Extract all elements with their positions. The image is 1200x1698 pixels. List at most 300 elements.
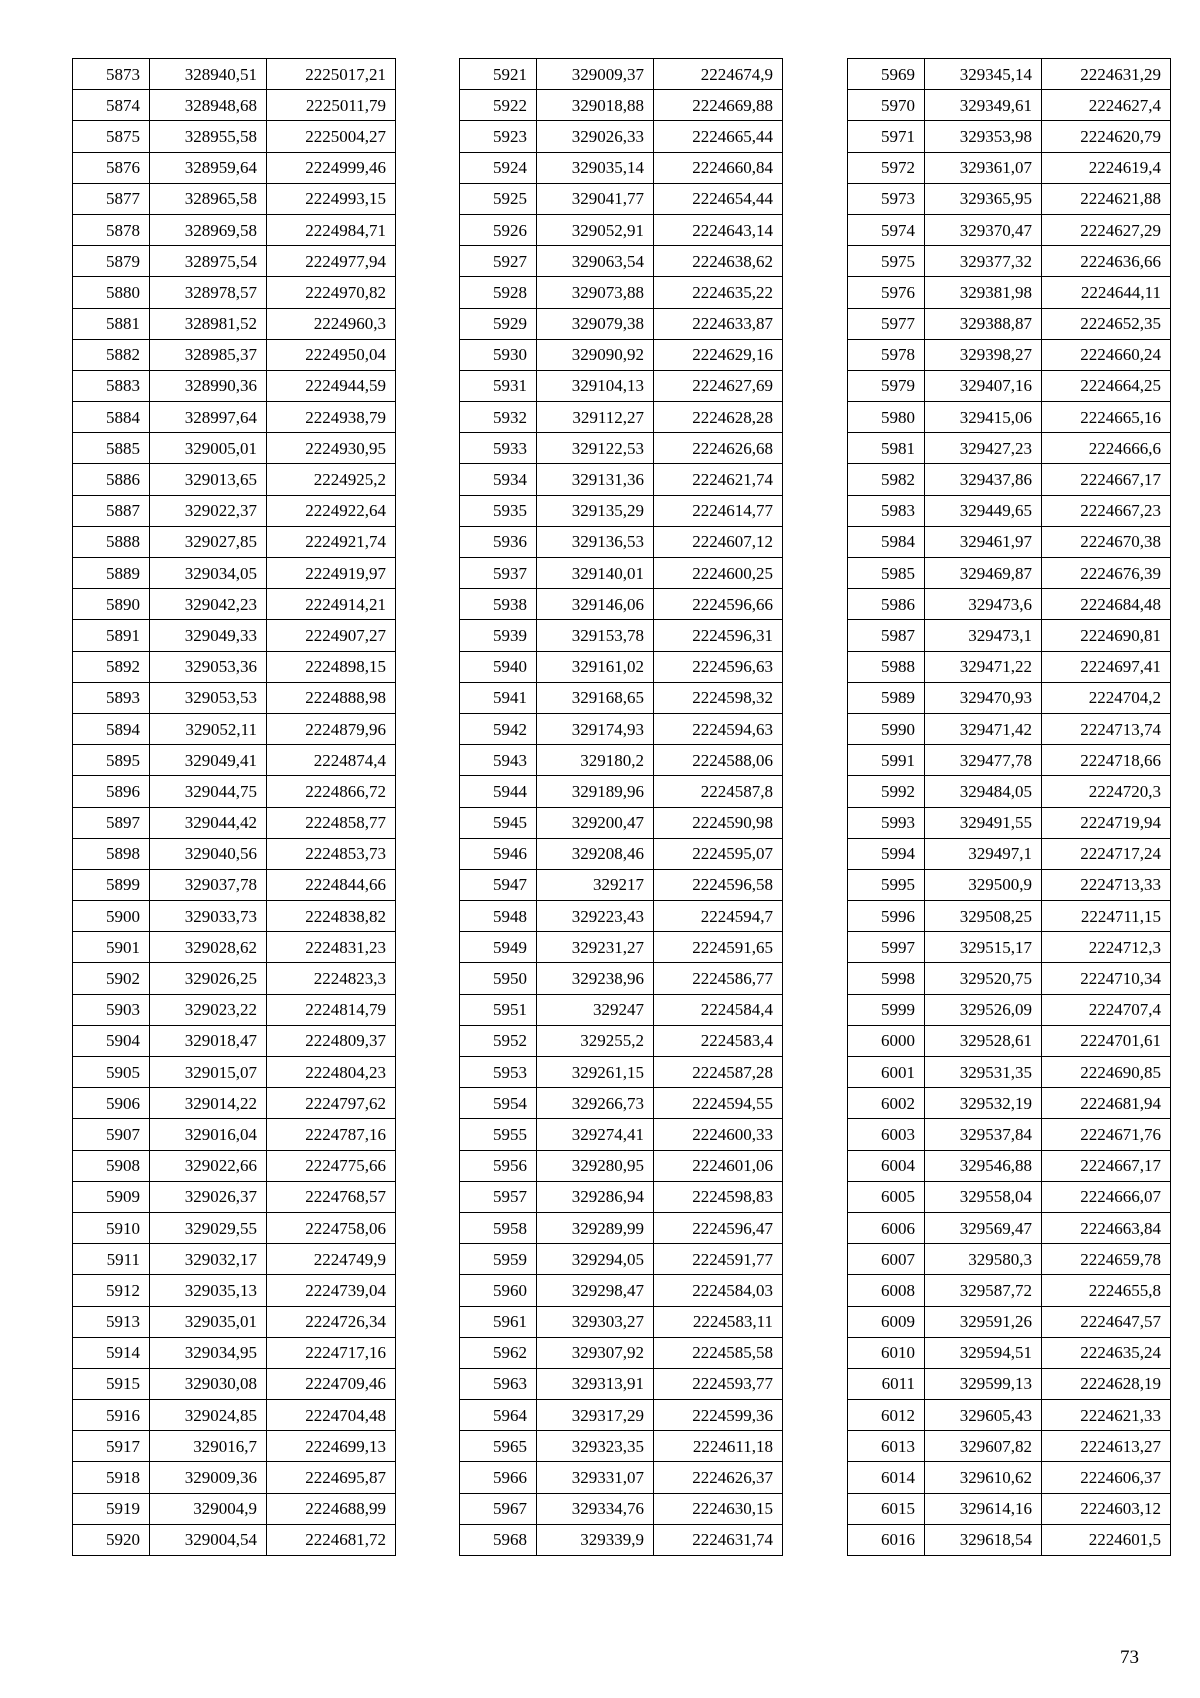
table-row [848, 526, 1171, 557]
coordinate-table-1 [72, 58, 396, 1556]
point-number-cell: 5906 [73, 1088, 150, 1119]
y-coordinate-cell: 2224603,12 [1042, 1493, 1171, 1524]
y-coordinate-cell: 2224667,17 [1042, 1150, 1171, 1181]
x-coordinate-cell: 328997,64 [150, 402, 267, 433]
x-coordinate-cell: 329037,78 [150, 869, 267, 900]
table-row [73, 651, 396, 682]
y-coordinate-cell: 2224669,88 [654, 90, 783, 121]
point-number-cell: 5920 [73, 1524, 150, 1555]
x-coordinate-cell: 329013,65 [150, 464, 267, 495]
table-row [460, 745, 783, 776]
x-coordinate-cell: 329104,13 [537, 370, 654, 401]
point-number-cell: 5922 [460, 90, 537, 121]
x-coordinate-cell: 329063,54 [537, 246, 654, 277]
y-coordinate-cell: 2224599,36 [654, 1400, 783, 1431]
y-coordinate-cell: 2224831,23 [267, 932, 396, 963]
point-number-cell: 5895 [73, 745, 150, 776]
coordinate-table-3 [847, 58, 1171, 1556]
x-coordinate-cell: 329168,65 [537, 682, 654, 713]
x-coordinate-cell: 329035,14 [537, 152, 654, 183]
point-number-cell: 5977 [848, 308, 925, 339]
table-row [73, 1025, 396, 1056]
table-row [848, 963, 1171, 994]
point-number-cell: 5951 [460, 994, 537, 1025]
x-coordinate-cell: 329298,47 [537, 1275, 654, 1306]
point-number-cell: 5955 [460, 1119, 537, 1150]
y-coordinate-cell: 2224797,62 [267, 1088, 396, 1119]
x-coordinate-cell: 328969,58 [150, 214, 267, 245]
point-number-cell: 5994 [848, 838, 925, 869]
point-number-cell: 5946 [460, 838, 537, 869]
y-coordinate-cell: 2224907,27 [267, 620, 396, 651]
table-row [73, 1400, 396, 1431]
y-coordinate-cell: 2224676,39 [1042, 558, 1171, 589]
point-number-cell: 5887 [73, 495, 150, 526]
y-coordinate-cell: 2224620,79 [1042, 121, 1171, 152]
point-number-cell: 5944 [460, 776, 537, 807]
table-row [460, 1057, 783, 1088]
table-row [460, 838, 783, 869]
y-coordinate-cell: 2224614,77 [654, 495, 783, 526]
y-coordinate-cell: 2224633,87 [654, 308, 783, 339]
table-row [460, 402, 783, 433]
table-row [460, 713, 783, 744]
x-coordinate-cell: 329294,05 [537, 1244, 654, 1275]
y-coordinate-cell: 2224598,83 [654, 1181, 783, 1212]
x-coordinate-cell: 329026,33 [537, 121, 654, 152]
table-row [848, 464, 1171, 495]
y-coordinate-cell: 2224838,82 [267, 901, 396, 932]
table-row [848, 370, 1171, 401]
table-row [460, 1181, 783, 1212]
x-coordinate-cell: 329289,99 [537, 1212, 654, 1243]
point-number-cell: 5993 [848, 807, 925, 838]
table-row [848, 1524, 1171, 1555]
table-row [73, 682, 396, 713]
x-coordinate-cell: 328948,68 [150, 90, 267, 121]
table-row [848, 838, 1171, 869]
table-row [73, 994, 396, 1025]
table-row [848, 1150, 1171, 1181]
x-coordinate-cell: 328975,54 [150, 246, 267, 277]
table-row [460, 1368, 783, 1399]
x-coordinate-cell: 329515,17 [925, 932, 1042, 963]
point-number-cell: 5964 [460, 1400, 537, 1431]
x-coordinate-cell: 329174,93 [537, 713, 654, 744]
y-coordinate-cell: 2224630,15 [654, 1493, 783, 1524]
table-row [848, 869, 1171, 900]
y-coordinate-cell: 2224719,94 [1042, 807, 1171, 838]
table-row [848, 1306, 1171, 1337]
point-number-cell: 5984 [848, 526, 925, 557]
y-coordinate-cell: 2224601,5 [1042, 1524, 1171, 1555]
y-coordinate-cell: 2224652,35 [1042, 308, 1171, 339]
point-number-cell: 5965 [460, 1431, 537, 1462]
point-number-cell: 5923 [460, 121, 537, 152]
x-coordinate-cell: 329052,91 [537, 214, 654, 245]
y-coordinate-cell: 2224993,15 [267, 183, 396, 214]
table-row [73, 121, 396, 152]
y-coordinate-cell: 2224659,78 [1042, 1244, 1171, 1275]
point-number-cell: 5904 [73, 1025, 150, 1056]
point-number-cell: 5957 [460, 1181, 537, 1212]
point-number-cell: 5988 [848, 651, 925, 682]
point-number-cell: 6008 [848, 1275, 925, 1306]
point-number-cell: 5878 [73, 214, 150, 245]
point-number-cell: 5910 [73, 1212, 150, 1243]
point-number-cell: 5976 [848, 277, 925, 308]
y-coordinate-cell: 2224600,25 [654, 558, 783, 589]
x-coordinate-cell: 329146,06 [537, 589, 654, 620]
table-row [848, 433, 1171, 464]
x-coordinate-cell: 329471,22 [925, 651, 1042, 682]
x-coordinate-cell: 329053,36 [150, 651, 267, 682]
y-coordinate-cell: 2224593,77 [654, 1368, 783, 1399]
table-row [848, 682, 1171, 713]
point-number-cell: 5884 [73, 402, 150, 433]
x-coordinate-cell: 329437,86 [925, 464, 1042, 495]
point-number-cell: 5924 [460, 152, 537, 183]
table-row [848, 558, 1171, 589]
point-number-cell: 6014 [848, 1462, 925, 1493]
y-coordinate-cell: 2224674,9 [654, 59, 783, 90]
point-number-cell: 5963 [460, 1368, 537, 1399]
x-coordinate-cell: 329303,27 [537, 1306, 654, 1337]
x-coordinate-cell: 329112,27 [537, 402, 654, 433]
table-row [73, 152, 396, 183]
y-coordinate-cell: 2224628,28 [654, 402, 783, 433]
table-row [460, 495, 783, 526]
y-coordinate-cell: 2224613,27 [1042, 1431, 1171, 1462]
point-number-cell: 5978 [848, 339, 925, 370]
x-coordinate-cell: 329223,43 [537, 901, 654, 932]
x-coordinate-cell: 329009,37 [537, 59, 654, 90]
table-row [848, 745, 1171, 776]
point-number-cell: 5933 [460, 433, 537, 464]
y-coordinate-cell: 2224970,82 [267, 277, 396, 308]
y-coordinate-cell: 2224644,11 [1042, 277, 1171, 308]
y-coordinate-cell: 2224643,14 [654, 214, 783, 245]
x-coordinate-cell: 329022,37 [150, 495, 267, 526]
y-coordinate-cell: 2224601,06 [654, 1150, 783, 1181]
table-row [848, 1212, 1171, 1243]
table-row [460, 339, 783, 370]
table-row [73, 1057, 396, 1088]
y-coordinate-cell: 2224930,95 [267, 433, 396, 464]
y-coordinate-cell: 2224621,88 [1042, 183, 1171, 214]
y-coordinate-cell: 2224635,24 [1042, 1337, 1171, 1368]
y-coordinate-cell: 2224699,13 [267, 1431, 396, 1462]
table-row [848, 807, 1171, 838]
point-number-cell: 5947 [460, 869, 537, 900]
y-coordinate-cell: 2224665,44 [654, 121, 783, 152]
table-row [848, 589, 1171, 620]
point-number-cell: 5938 [460, 589, 537, 620]
point-number-cell: 5899 [73, 869, 150, 900]
y-coordinate-cell: 2224664,25 [1042, 370, 1171, 401]
y-coordinate-cell: 2224606,37 [1042, 1462, 1171, 1493]
table-row [848, 994, 1171, 1025]
x-coordinate-cell: 329026,37 [150, 1181, 267, 1212]
x-coordinate-cell: 328985,37 [150, 339, 267, 370]
y-coordinate-cell: 2224666,6 [1042, 433, 1171, 464]
point-number-cell: 5943 [460, 745, 537, 776]
table-row [73, 869, 396, 900]
point-number-cell: 5941 [460, 682, 537, 713]
table-row [73, 1337, 396, 1368]
y-coordinate-cell: 2224607,12 [654, 526, 783, 557]
table-row [73, 963, 396, 994]
x-coordinate-cell: 329594,51 [925, 1337, 1042, 1368]
coordinate-table-body [460, 59, 783, 1556]
x-coordinate-cell: 329042,23 [150, 589, 267, 620]
point-number-cell: 5945 [460, 807, 537, 838]
y-coordinate-cell: 2224720,3 [1042, 776, 1171, 807]
y-coordinate-cell: 2224858,77 [267, 807, 396, 838]
y-coordinate-cell: 2224660,84 [654, 152, 783, 183]
x-coordinate-cell: 329018,47 [150, 1025, 267, 1056]
table-row [73, 214, 396, 245]
x-coordinate-cell: 329153,78 [537, 620, 654, 651]
table-row [73, 339, 396, 370]
x-coordinate-cell: 329274,41 [537, 1119, 654, 1150]
point-number-cell: 6015 [848, 1493, 925, 1524]
point-number-cell: 5909 [73, 1181, 150, 1212]
table-row [848, 183, 1171, 214]
table-row [460, 558, 783, 589]
point-number-cell: 5918 [73, 1462, 150, 1493]
table-row [848, 1025, 1171, 1056]
y-coordinate-cell: 2224621,33 [1042, 1400, 1171, 1431]
table-row [848, 713, 1171, 744]
coordinate-table-2 [459, 58, 783, 1556]
y-coordinate-cell: 2224684,48 [1042, 589, 1171, 620]
point-number-cell: 5886 [73, 464, 150, 495]
table-row [848, 1244, 1171, 1275]
table-row [460, 994, 783, 1025]
point-number-cell: 5913 [73, 1306, 150, 1337]
x-coordinate-cell: 329136,53 [537, 526, 654, 557]
table-row [460, 776, 783, 807]
y-coordinate-cell: 2224726,34 [267, 1306, 396, 1337]
point-number-cell: 5972 [848, 152, 925, 183]
table-row [73, 1212, 396, 1243]
table-row [73, 1181, 396, 1212]
point-number-cell: 5935 [460, 495, 537, 526]
x-coordinate-cell: 329049,33 [150, 620, 267, 651]
table-row [848, 214, 1171, 245]
y-coordinate-cell: 2224598,32 [654, 682, 783, 713]
x-coordinate-cell: 329331,07 [537, 1462, 654, 1493]
y-coordinate-cell: 2224739,04 [267, 1275, 396, 1306]
table-row [73, 183, 396, 214]
table-row [73, 495, 396, 526]
table-row [73, 1493, 396, 1524]
x-coordinate-cell: 329005,01 [150, 433, 267, 464]
x-coordinate-cell: 329014,22 [150, 1088, 267, 1119]
table-row [460, 869, 783, 900]
table-row [460, 1088, 783, 1119]
point-number-cell: 5959 [460, 1244, 537, 1275]
x-coordinate-cell: 329307,92 [537, 1337, 654, 1368]
point-number-cell: 5942 [460, 713, 537, 744]
x-coordinate-cell: 329587,72 [925, 1275, 1042, 1306]
table-row [73, 1150, 396, 1181]
x-coordinate-cell: 329508,25 [925, 901, 1042, 932]
y-coordinate-cell: 2224768,57 [267, 1181, 396, 1212]
table-row [848, 901, 1171, 932]
point-number-cell: 5925 [460, 183, 537, 214]
x-coordinate-cell: 329016,04 [150, 1119, 267, 1150]
x-coordinate-cell: 329591,26 [925, 1306, 1042, 1337]
x-coordinate-cell: 329377,32 [925, 246, 1042, 277]
y-coordinate-cell: 2224584,03 [654, 1275, 783, 1306]
table-row [460, 1212, 783, 1243]
y-coordinate-cell: 2224695,87 [267, 1462, 396, 1493]
table-row [73, 1275, 396, 1306]
point-number-cell: 5960 [460, 1275, 537, 1306]
x-coordinate-cell: 329461,97 [925, 526, 1042, 557]
x-coordinate-cell: 329532,19 [925, 1088, 1042, 1119]
point-number-cell: 6002 [848, 1088, 925, 1119]
table-row [73, 370, 396, 401]
y-coordinate-cell: 2224717,24 [1042, 838, 1171, 869]
x-coordinate-cell: 329471,42 [925, 713, 1042, 744]
y-coordinate-cell: 2224999,46 [267, 152, 396, 183]
y-coordinate-cell: 2224588,06 [654, 745, 783, 776]
x-coordinate-cell: 329135,29 [537, 495, 654, 526]
y-coordinate-cell: 2224711,15 [1042, 901, 1171, 932]
x-coordinate-cell: 329018,88 [537, 90, 654, 121]
table-row [460, 433, 783, 464]
x-coordinate-cell: 329247 [537, 994, 654, 1025]
table-row [460, 1119, 783, 1150]
table-row [460, 651, 783, 682]
x-coordinate-cell: 329044,42 [150, 807, 267, 838]
point-number-cell: 5897 [73, 807, 150, 838]
y-coordinate-cell: 2224585,58 [654, 1337, 783, 1368]
table-row [73, 558, 396, 589]
x-coordinate-cell: 329217 [537, 869, 654, 900]
table-row [460, 620, 783, 651]
x-coordinate-cell: 329334,76 [537, 1493, 654, 1524]
y-coordinate-cell: 2224681,94 [1042, 1088, 1171, 1119]
y-coordinate-cell: 2224667,17 [1042, 464, 1171, 495]
table-row [460, 1150, 783, 1181]
table-row [73, 464, 396, 495]
point-number-cell: 5986 [848, 589, 925, 620]
point-number-cell: 5975 [848, 246, 925, 277]
y-coordinate-cell: 2224690,85 [1042, 1057, 1171, 1088]
table-row [848, 1057, 1171, 1088]
table-row [848, 1088, 1171, 1119]
x-coordinate-cell: 329026,25 [150, 963, 267, 994]
table-row [73, 402, 396, 433]
x-coordinate-cell: 329610,62 [925, 1462, 1042, 1493]
point-number-cell: 5990 [848, 713, 925, 744]
y-coordinate-cell: 2224654,44 [654, 183, 783, 214]
x-coordinate-cell: 329599,13 [925, 1368, 1042, 1399]
table-row [73, 308, 396, 339]
table-row [460, 308, 783, 339]
table-row [73, 526, 396, 557]
point-number-cell: 5974 [848, 214, 925, 245]
table-row [73, 277, 396, 308]
point-number-cell: 6005 [848, 1181, 925, 1212]
table-row [73, 1119, 396, 1150]
point-number-cell: 5917 [73, 1431, 150, 1462]
coordinate-table-body [848, 59, 1171, 1556]
table-row [848, 620, 1171, 651]
point-number-cell: 5989 [848, 682, 925, 713]
table-row [848, 776, 1171, 807]
point-number-cell: 5998 [848, 963, 925, 994]
point-number-cell: 5980 [848, 402, 925, 433]
y-coordinate-cell: 2224710,34 [1042, 963, 1171, 994]
y-coordinate-cell: 2224586,77 [654, 963, 783, 994]
point-number-cell: 5937 [460, 558, 537, 589]
point-number-cell: 5982 [848, 464, 925, 495]
point-number-cell: 5969 [848, 59, 925, 90]
x-coordinate-cell: 328955,58 [150, 121, 267, 152]
y-coordinate-cell: 2224823,3 [267, 963, 396, 994]
y-coordinate-cell: 2224591,65 [654, 932, 783, 963]
point-number-cell: 5985 [848, 558, 925, 589]
x-coordinate-cell: 329028,62 [150, 932, 267, 963]
point-number-cell: 6016 [848, 1524, 925, 1555]
x-coordinate-cell: 329027,85 [150, 526, 267, 557]
table-row [460, 1400, 783, 1431]
table-row [73, 807, 396, 838]
point-number-cell: 5911 [73, 1244, 150, 1275]
y-coordinate-cell: 2224701,61 [1042, 1025, 1171, 1056]
point-number-cell: 6006 [848, 1212, 925, 1243]
y-coordinate-cell: 2224628,19 [1042, 1368, 1171, 1399]
x-coordinate-cell: 329484,05 [925, 776, 1042, 807]
point-number-cell: 5890 [73, 589, 150, 620]
point-number-cell: 5921 [460, 59, 537, 90]
y-coordinate-cell: 2224635,22 [654, 277, 783, 308]
point-number-cell: 5877 [73, 183, 150, 214]
y-coordinate-cell: 2224655,8 [1042, 1275, 1171, 1306]
x-coordinate-cell: 329361,07 [925, 152, 1042, 183]
x-coordinate-cell: 329161,02 [537, 651, 654, 682]
x-coordinate-cell: 329381,98 [925, 277, 1042, 308]
point-number-cell: 6013 [848, 1431, 925, 1462]
point-number-cell: 5928 [460, 277, 537, 308]
x-coordinate-cell: 328940,51 [150, 59, 267, 90]
table-row [460, 589, 783, 620]
x-coordinate-cell: 329349,61 [925, 90, 1042, 121]
x-coordinate-cell: 329605,43 [925, 1400, 1042, 1431]
point-number-cell: 5962 [460, 1337, 537, 1368]
y-coordinate-cell: 2224587,8 [654, 776, 783, 807]
x-coordinate-cell: 328959,64 [150, 152, 267, 183]
table-row [848, 59, 1171, 90]
x-coordinate-cell: 329618,54 [925, 1524, 1042, 1555]
y-coordinate-cell: 2224758,06 [267, 1212, 396, 1243]
point-number-cell: 5883 [73, 370, 150, 401]
point-number-cell: 5916 [73, 1400, 150, 1431]
table-row [73, 620, 396, 651]
table-row [460, 246, 783, 277]
table-row [460, 1493, 783, 1524]
x-coordinate-cell: 329614,16 [925, 1493, 1042, 1524]
table-row [848, 1181, 1171, 1212]
point-number-cell: 5914 [73, 1337, 150, 1368]
table-row [460, 1337, 783, 1368]
table-row [73, 1088, 396, 1119]
